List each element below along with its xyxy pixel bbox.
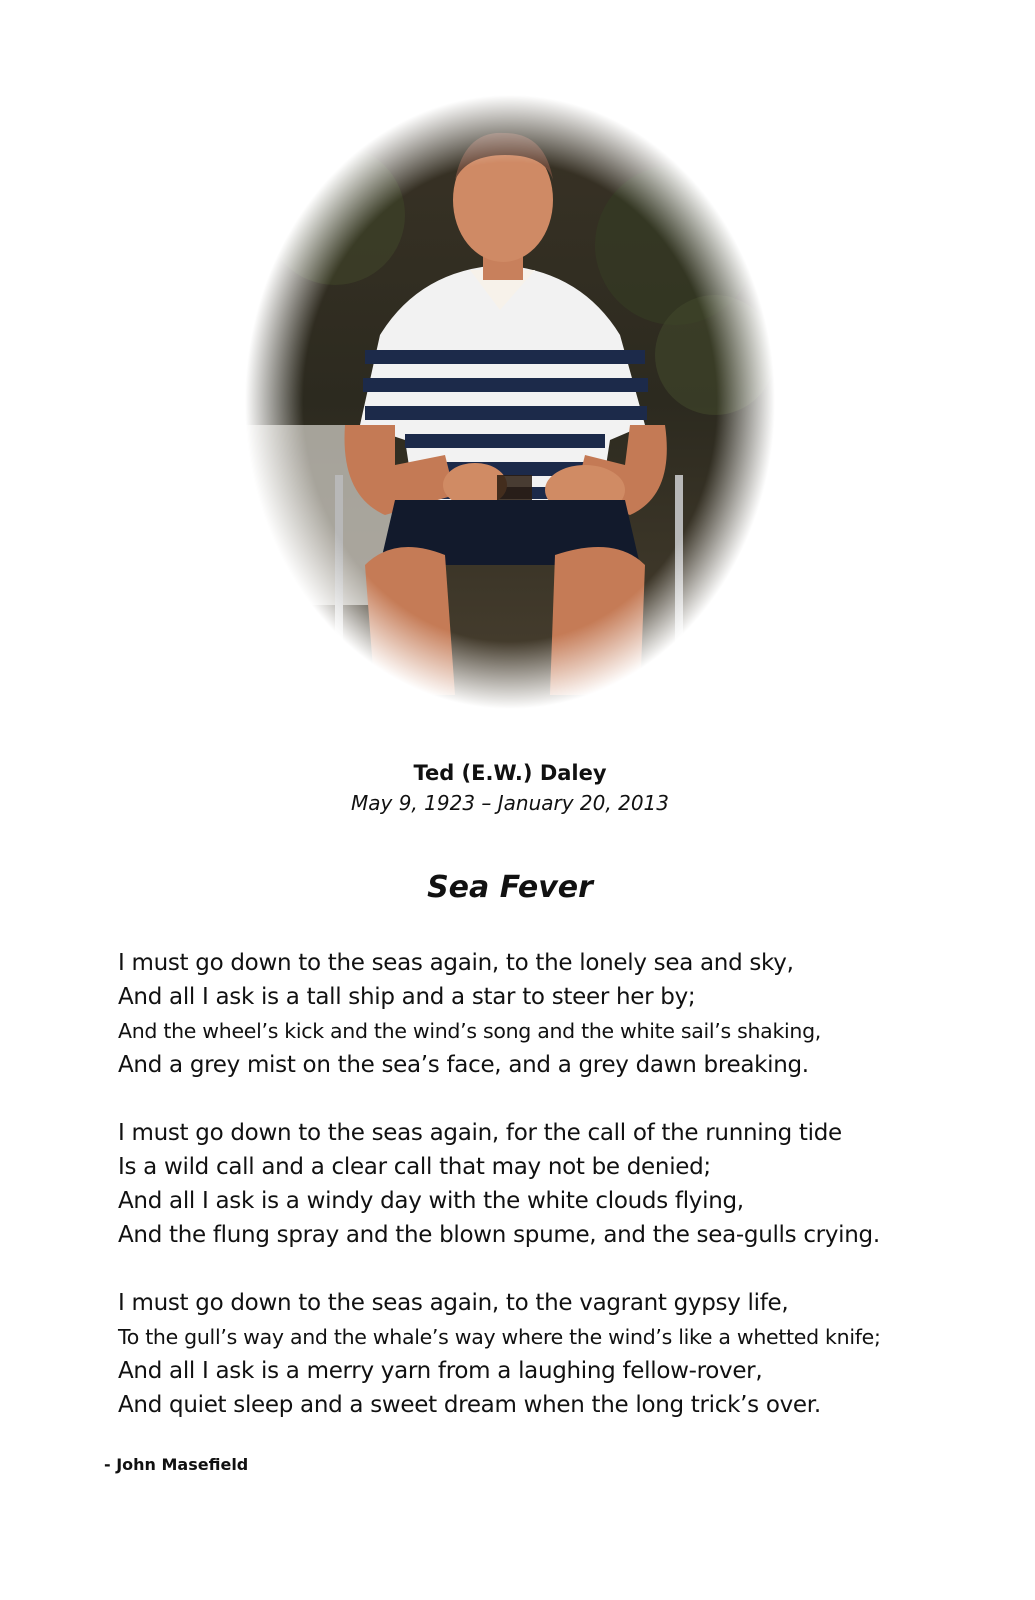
poem-line: I must go down to the seas again, for the call of the running tide: [118, 1120, 842, 1146]
deceased-name: Ted (E.W.) Daley: [413, 761, 607, 785]
poem-line: And all I ask is a windy day with the white clouds flying,: [118, 1188, 744, 1214]
poem-line: And the wheel’s kick and the wind’s song and the white sail’s shaking,: [118, 1019, 822, 1043]
poem-title: Sea Fever: [427, 870, 593, 905]
poem-line: To the gull’s way and the whale’s way where the wind’s like a whetted knife;: [118, 1325, 881, 1349]
memorial-portrait: [245, 95, 775, 710]
poem-body: [118, 946, 998, 1456]
portrait-image: [245, 95, 775, 710]
poem-stanza: [118, 1286, 998, 1422]
poem-stanza: [118, 1116, 998, 1252]
poem-line: I must go down to the seas again, to the lonely sea and sky,: [118, 950, 794, 976]
poem-line: And the flung spray and the blown spume, and the sea-gulls crying.: [118, 1222, 880, 1248]
poem-line: And all I ask is a merry yarn from a laughing fellow-rover,: [118, 1358, 763, 1384]
poem-line: And quiet sleep and a sweet dream when the long trick’s over.: [118, 1392, 821, 1418]
poem-line: I must go down to the seas again, to the vagrant gypsy life,: [118, 1290, 789, 1316]
poem-line: And a grey mist on the sea’s face, and a grey dawn breaking.: [118, 1052, 809, 1078]
memorial-header: [0, 758, 1020, 818]
poem-line: Is a wild call and a clear call that may not be denied;: [118, 1154, 711, 1180]
poem-line: And all I ask is a tall ship and a star to steer her by;: [118, 984, 696, 1010]
poem-stanza: [118, 946, 998, 1082]
life-dates: May 9, 1923 – January 20, 2013: [351, 791, 669, 815]
poem-author: - John Masefield: [104, 1455, 249, 1474]
